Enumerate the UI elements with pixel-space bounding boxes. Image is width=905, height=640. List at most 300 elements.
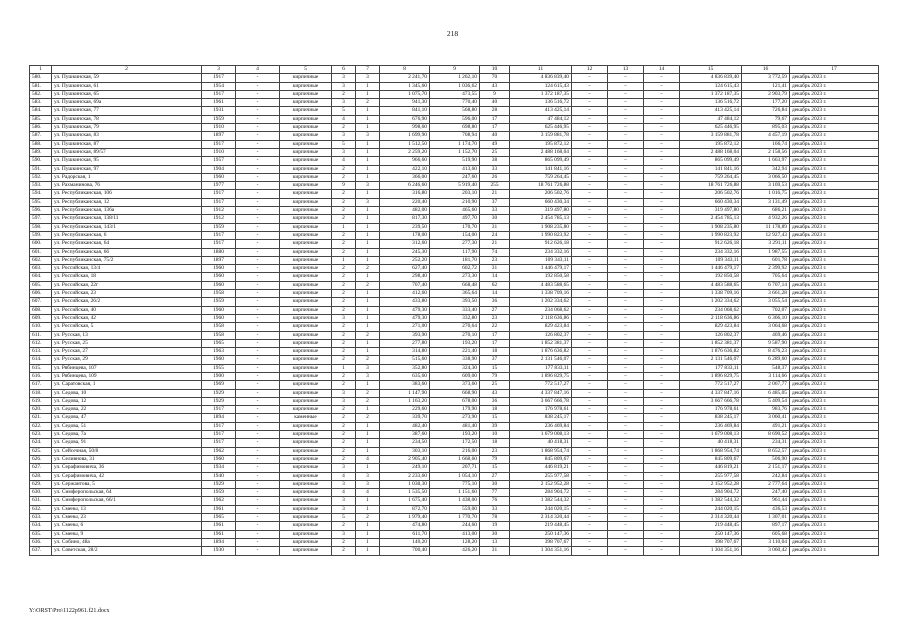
- table-cell: 393,90: [380, 331, 430, 339]
- table-cell: -: [236, 348, 280, 356]
- table-cell: 1: [356, 298, 380, 306]
- table-row: [30, 215, 879, 223]
- table-cell: –: [572, 99, 608, 107]
- table-cell: 33: [480, 165, 510, 173]
- table-cell: 1 438,00: [430, 497, 480, 505]
- table-cell: 8 652,57: [742, 447, 790, 455]
- table-cell: –: [644, 256, 680, 264]
- table-cell: кирпичные: [280, 480, 332, 488]
- table-cell: –: [608, 514, 644, 522]
- table-cell: 2: [332, 431, 356, 439]
- table-cell: –: [572, 514, 608, 522]
- table-cell: 606.: [30, 290, 52, 298]
- column-number-cell: 1: [30, 66, 52, 74]
- table-cell: 244 020,15: [510, 505, 572, 513]
- table-cell: 895,03: [742, 124, 790, 132]
- table-cell: –: [644, 356, 680, 364]
- table-cell: 1894: [202, 414, 236, 422]
- table-cell: 1917: [202, 431, 236, 439]
- table-cell: -: [236, 124, 280, 132]
- table-cell: 203,10: [430, 190, 480, 198]
- table-cell: 594.: [30, 190, 52, 198]
- table-cell: –: [572, 439, 608, 447]
- table-cell: 601.: [30, 248, 52, 256]
- table-cell: ул. Серафимовича, 42: [52, 472, 202, 480]
- table-cell: 4 932,26: [742, 215, 790, 223]
- table-cell: 1: [356, 215, 380, 223]
- table-cell: 18 761 726,88: [680, 182, 742, 190]
- table-row: [30, 90, 879, 98]
- table-cell: декабрь 2023 г.: [790, 472, 879, 480]
- table-cell: 3: [332, 132, 356, 140]
- table-row: [30, 306, 879, 314]
- table-cell: 319 497,80: [510, 207, 572, 215]
- table-cell: 705,64: [742, 273, 790, 281]
- table-cell: –: [608, 231, 644, 239]
- table-cell: ул. Пушкинская, 89/57: [52, 148, 202, 156]
- table-cell: –: [572, 74, 608, 82]
- table-cell: 1 876 636,82: [680, 348, 742, 356]
- table-cell: 4 836 839,40: [680, 74, 742, 82]
- table-cell: -: [236, 397, 280, 405]
- table-cell: 40: [480, 132, 510, 140]
- table-cell: 1917: [202, 74, 236, 82]
- table-cell: декабрь 2023 г.: [790, 356, 879, 364]
- table-cell: 40 418,31: [680, 439, 742, 447]
- table-cell: –: [608, 223, 644, 231]
- table-cell: –: [644, 455, 680, 463]
- table-cell: декабрь 2023 г.: [790, 281, 879, 289]
- table-cell: –: [644, 497, 680, 505]
- table-cell: 1: [356, 497, 380, 505]
- table-cell: –: [572, 372, 608, 380]
- table-cell: –: [608, 372, 644, 380]
- table-cell: 3 772,59: [742, 74, 790, 82]
- table-cell: кирпичные: [280, 124, 332, 132]
- table-cell: –: [572, 298, 608, 306]
- table-cell: 482,00: [380, 207, 430, 215]
- table-cell: 1 987,55: [742, 248, 790, 256]
- table-cell: декабрь 2023 г.: [790, 198, 879, 206]
- table-cell: 284 904,72: [510, 489, 572, 497]
- table-cell: -: [236, 314, 280, 322]
- table-cell: 3: [332, 464, 356, 472]
- table-cell: 4: [356, 489, 380, 497]
- table-cell: 612.: [30, 339, 52, 347]
- table-cell: 998,60: [380, 124, 430, 132]
- table-cell: декабрь 2023 г.: [790, 248, 879, 256]
- table-cell: 686,21: [742, 207, 790, 215]
- table-row: [30, 514, 879, 522]
- table-cell: 1: [356, 447, 380, 455]
- table-cell: –: [644, 173, 680, 181]
- table-cell: -: [236, 198, 280, 206]
- table-cell: -: [236, 364, 280, 372]
- table-cell: 1 372 187,35: [510, 90, 572, 98]
- table-cell: 1 668,60: [430, 455, 480, 463]
- table-cell: ул. Пушкинская, 65: [52, 90, 202, 98]
- table-cell: 1960: [202, 173, 236, 181]
- table-cell: –: [644, 182, 680, 190]
- table-cell: 474,80: [380, 522, 430, 530]
- table-cell: –: [644, 397, 680, 405]
- table-cell: –: [572, 522, 608, 530]
- table-cell: 1960: [202, 314, 236, 322]
- table-cell: 2 454 785,13: [510, 215, 572, 223]
- table-cell: –: [572, 455, 608, 463]
- table-cell: кирпичные: [280, 273, 332, 281]
- table-cell: 140,20: [380, 538, 430, 546]
- table-row: [30, 148, 879, 156]
- table-cell: –: [608, 339, 644, 347]
- table-cell: 2 314 320,44: [680, 514, 742, 522]
- table-cell: –: [644, 431, 680, 439]
- table-cell: –: [644, 273, 680, 281]
- table-cell: –: [608, 364, 644, 372]
- table-cell: 1: [356, 439, 380, 447]
- table-cell: 2 399,92: [742, 265, 790, 273]
- table-cell: 622.: [30, 422, 52, 430]
- table-cell: 2: [356, 331, 380, 339]
- table-cell: 1917: [202, 198, 236, 206]
- table-cell: 1962: [202, 447, 236, 455]
- table-cell: декабрь 2023 г.: [790, 99, 879, 107]
- table-row: [30, 323, 879, 331]
- table-cell: 759 264,45: [510, 173, 572, 181]
- table-cell: кирпичные: [280, 190, 332, 198]
- table-cell: 1 896 829,75: [680, 372, 742, 380]
- table-cell: кирпичные: [280, 290, 332, 298]
- table-cell: кирпичные: [280, 281, 332, 289]
- table-cell: 548,37: [742, 364, 790, 372]
- table-cell: 2 488 168,04: [680, 148, 742, 156]
- table-row: [30, 538, 879, 546]
- table-cell: ул. Российская, 26/2: [52, 298, 202, 306]
- table-cell: 1904: [202, 165, 236, 173]
- table-row: [30, 505, 879, 513]
- table-cell: 1 679 008,13: [510, 431, 572, 439]
- table-cell: 24: [480, 231, 510, 239]
- table-cell: 3: [356, 472, 380, 480]
- table-cell: 584.: [30, 107, 52, 115]
- table-cell: 1917: [202, 90, 236, 98]
- table-cell: 2 454 785,13: [680, 215, 742, 223]
- table-cell: -: [236, 190, 280, 198]
- table-cell: -: [236, 140, 280, 148]
- table-cell: 1 151,60: [430, 489, 480, 497]
- table-cell: –: [572, 132, 608, 140]
- table-row: [30, 397, 879, 405]
- table-cell: -: [236, 455, 280, 463]
- table-cell: 284 904,72: [680, 489, 742, 497]
- table-cell: декабрь 2023 г.: [790, 306, 879, 314]
- table-cell: –: [572, 223, 608, 231]
- table-cell: 2: [332, 207, 356, 215]
- table-cell: 3: [332, 397, 356, 405]
- table-cell: ул. Республиканская, 66: [52, 248, 202, 256]
- table-cell: –: [644, 489, 680, 497]
- table-cell: –: [644, 190, 680, 198]
- table-cell: ул. Радорская, 1: [52, 173, 202, 181]
- table-cell: –: [572, 472, 608, 480]
- table-cell: 19: [480, 522, 510, 530]
- table-cell: 1 016,75: [742, 190, 790, 198]
- table-cell: 582.: [30, 90, 52, 98]
- table-cell: 252,20: [380, 256, 430, 264]
- table-cell: 27: [480, 306, 510, 314]
- table-cell: 1: [356, 256, 380, 264]
- table-cell: 1: [356, 505, 380, 513]
- table-cell: 473,55: [430, 90, 480, 98]
- table-cell: ул. Республиканская, 6: [52, 231, 202, 239]
- table-cell: 2: [332, 124, 356, 132]
- table-cell: ул. Смены, 23: [52, 514, 202, 522]
- table-cell: –: [572, 198, 608, 206]
- table-cell: 126 802,37: [680, 331, 742, 339]
- table-cell: –: [644, 364, 680, 372]
- table-cell: ул. Седова, 7а: [52, 431, 202, 439]
- table-cell: 1: [356, 522, 380, 530]
- table-cell: 3 291,11: [742, 240, 790, 248]
- table-cell: ул. Российская, 40: [52, 306, 202, 314]
- table-cell: –: [572, 414, 608, 422]
- table-cell: 128,20: [430, 538, 480, 546]
- table-row: [30, 298, 879, 306]
- table-cell: кирпичные: [280, 431, 332, 439]
- table-cell: кирпичные: [280, 74, 332, 82]
- table-cell: –: [608, 348, 644, 356]
- table-cell: 631.: [30, 497, 52, 505]
- table-cell: ул. Пушкинская, 83: [52, 132, 202, 140]
- table-cell: 597.: [30, 215, 52, 223]
- table-cell: -: [236, 99, 280, 107]
- table-cell: 1917: [202, 422, 236, 430]
- table-cell: ул. Советская, 28/2: [52, 547, 202, 555]
- table-cell: –: [608, 140, 644, 148]
- table-cell: ул. Республиканская, 12: [52, 198, 202, 206]
- table-cell: 609.: [30, 314, 52, 322]
- table-cell: 1 147,90: [380, 389, 430, 397]
- table-cell: 219 448,45: [510, 522, 572, 530]
- table-cell: 398 707,67: [510, 538, 572, 546]
- table-cell: 2 314 320,44: [510, 514, 572, 522]
- table-cell: –: [608, 248, 644, 256]
- table-cell: 2: [356, 397, 380, 405]
- table-cell: 2: [356, 389, 380, 397]
- table-cell: 314,80: [380, 348, 430, 356]
- table-cell: кирпичные: [280, 215, 332, 223]
- table-cell: 2 067,77: [742, 381, 790, 389]
- table-cell: 121,41: [742, 82, 790, 90]
- table-cell: –: [644, 265, 680, 273]
- table-cell: 4: [332, 157, 356, 165]
- table-cell: 668,48: [430, 281, 480, 289]
- table-cell: 79: [480, 455, 510, 463]
- table-cell: 5 409,54: [742, 397, 790, 405]
- table-cell: 817,30: [380, 215, 430, 223]
- table-cell: 271,00: [380, 323, 430, 331]
- table-cell: –: [608, 165, 644, 173]
- table-cell: декабрь 2023 г.: [790, 107, 879, 115]
- table-cell: –: [644, 207, 680, 215]
- table-cell: –: [608, 265, 644, 273]
- table-cell: 770,40: [430, 99, 480, 107]
- table-cell: –: [572, 489, 608, 497]
- table-cell: 2: [332, 306, 356, 314]
- table-cell: кирпичные: [280, 207, 332, 215]
- table-cell: 627.: [30, 464, 52, 472]
- table-cell: 6 707,14: [742, 281, 790, 289]
- table-cell: декабрь 2023 г.: [790, 455, 879, 463]
- table-cell: ул. Республиканская, 138/11: [52, 215, 202, 223]
- table-cell: 2: [356, 514, 380, 522]
- table-cell: 2: [332, 90, 356, 98]
- table-cell: 413,00: [430, 530, 480, 538]
- table-cell: –: [644, 389, 680, 397]
- table-cell: 4 457,19: [742, 132, 790, 140]
- table-cell: декабрь 2023 г.: [790, 273, 879, 281]
- table-cell: 1: [356, 157, 380, 165]
- table-cell: кирпичные: [280, 364, 332, 372]
- table-cell: 1917: [202, 406, 236, 414]
- table-cell: ул. Пушкинская, 59: [52, 74, 202, 82]
- table-cell: декабрь 2023 г.: [790, 439, 879, 447]
- table-cell: 632.: [30, 505, 52, 513]
- table-cell: 221,40: [430, 348, 480, 356]
- table-cell: 30: [480, 480, 510, 488]
- table-cell: 2: [332, 331, 356, 339]
- table-cell: декабрь 2023 г.: [790, 82, 879, 90]
- table-cell: 141 841,16: [510, 165, 572, 173]
- table-cell: 602.: [30, 256, 52, 264]
- table-cell: -: [236, 497, 280, 505]
- table-cell: 1959: [202, 115, 236, 123]
- table-cell: 596.: [30, 207, 52, 215]
- table-cell: –: [644, 414, 680, 422]
- table-cell: кирпичные: [280, 132, 332, 140]
- table-cell: кирпичные: [280, 455, 332, 463]
- table-cell: 79,67: [742, 115, 790, 123]
- table-row: [30, 480, 879, 488]
- table-cell: кирпичные: [280, 165, 332, 173]
- table-cell: декабрь 2023 г.: [790, 489, 879, 497]
- table-cell: 1: [356, 547, 380, 555]
- table-cell: –: [608, 530, 644, 538]
- table-cell: ул. Седова, 47: [52, 414, 202, 422]
- table-cell: 177 833,11: [680, 364, 742, 372]
- table-cell: 1: [356, 406, 380, 414]
- table-cell: 506,90: [742, 455, 790, 463]
- table-cell: 229,60: [380, 406, 430, 414]
- table-cell: –: [608, 82, 644, 90]
- table-cell: кирпичные: [280, 157, 332, 165]
- table-cell: 1 152,70: [430, 148, 480, 156]
- table-cell: 599.: [30, 231, 52, 239]
- table-cell: –: [572, 265, 608, 273]
- table-cell: 479,30: [380, 314, 430, 322]
- table-row: [30, 74, 879, 82]
- table-cell: -: [236, 323, 280, 331]
- table-cell: 2: [332, 240, 356, 248]
- table-cell: 178,00: [380, 231, 430, 239]
- table-cell: 436,53: [742, 505, 790, 513]
- table-cell: 3 667 666,78: [680, 397, 742, 405]
- table-cell: 141 841,16: [680, 165, 742, 173]
- table-cell: 465,60: [430, 207, 480, 215]
- table-cell: –: [644, 115, 680, 123]
- table-cell: декабрь 2023 г.: [790, 431, 879, 439]
- table-cell: 4 337 847,16: [510, 389, 572, 397]
- table-cell: декабрь 2023 г.: [790, 397, 879, 405]
- table-cell: 1931: [202, 107, 236, 115]
- table-row: [30, 140, 879, 148]
- table-cell: кирпичные: [280, 464, 332, 472]
- column-number-cell: 9: [430, 66, 480, 74]
- table-cell: 611,70: [380, 530, 430, 538]
- table-cell: ул. Саратовская, 1: [52, 381, 202, 389]
- table-cell: 78: [480, 514, 510, 522]
- table-cell: 220,40: [380, 198, 430, 206]
- table-cell: 1: [356, 115, 380, 123]
- table-cell: 941,30: [380, 99, 430, 107]
- table-cell: декабрь 2023 г.: [790, 480, 879, 488]
- table-cell: 1959: [202, 298, 236, 306]
- table-cell: декабрь 2023 г.: [790, 115, 879, 123]
- table-cell: –: [644, 240, 680, 248]
- table-cell: 1: [356, 107, 380, 115]
- table-cell: –: [608, 107, 644, 115]
- table-cell: декабрь 2023 г.: [790, 323, 879, 331]
- table-cell: 1929: [202, 389, 236, 397]
- table-cell: 2: [332, 439, 356, 447]
- table-cell: -: [236, 356, 280, 364]
- table-cell: 1 446 479,17: [680, 265, 742, 273]
- table-cell: –: [608, 182, 644, 190]
- table-cell: 1 535,50: [380, 489, 430, 497]
- table-cell: 207,71: [430, 464, 480, 472]
- table-cell: –: [644, 132, 680, 140]
- table-cell: –: [644, 215, 680, 223]
- table-cell: 2: [332, 406, 356, 414]
- table-cell: 15: [480, 464, 510, 472]
- table-cell: 28: [480, 107, 510, 115]
- table-cell: 2: [332, 281, 356, 289]
- table-cell: кирпичные: [280, 256, 332, 264]
- table-cell: -: [236, 372, 280, 380]
- table-cell: 27: [480, 472, 510, 480]
- table-cell: 6 485,05: [742, 389, 790, 397]
- table-cell: 625 446,95: [680, 124, 742, 132]
- table-cell: 605.: [30, 281, 52, 289]
- table-cell: 1910: [202, 148, 236, 156]
- table-cell: 3 131,49: [742, 198, 790, 206]
- table-cell: 469,46: [742, 331, 790, 339]
- table-cell: ул. Пушкинская, 95: [52, 157, 202, 165]
- table-cell: 1 038,30: [380, 480, 430, 488]
- table-cell: –: [644, 505, 680, 513]
- table-cell: 596,00: [430, 115, 480, 123]
- table-cell: 623.: [30, 431, 52, 439]
- table-cell: 124 615,43: [510, 82, 572, 90]
- table-cell: 49: [480, 140, 510, 148]
- table-cell: –: [644, 538, 680, 546]
- table-cell: –: [608, 256, 644, 264]
- table-cell: кирпичные: [280, 547, 332, 555]
- table-cell: 1: [356, 173, 380, 181]
- table-cell: декабрь 2023 г.: [790, 414, 879, 422]
- table-cell: –: [608, 132, 644, 140]
- table-row: [30, 132, 879, 140]
